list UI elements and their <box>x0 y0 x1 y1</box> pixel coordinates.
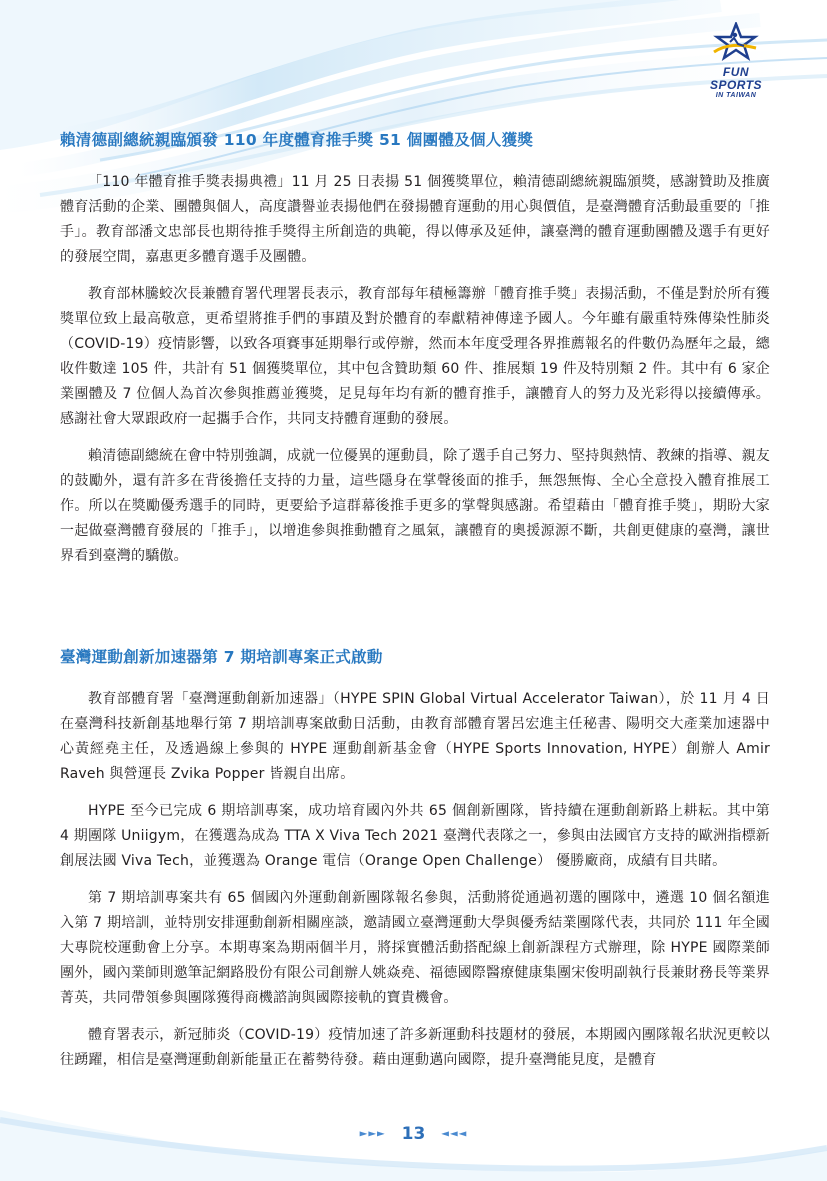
paragraph: 「110 年體育推手獎表揚典禮」11 月 25 日表揚 51 個獲獎單位，賴清德副總統親臨頒獎，感謝贊助及推廣體育活動的企業、團體與個人，高度讚譽並表揚他們在發揚體育運動的用心與價值，是臺灣體育活動最重要的「推手」。教育部潘文忠部長也期待推手獎得主所創造的典範，得以傳承及延伸，讓臺灣的體育運動團體及選手有更好的發展空間，嘉惠更多體育選手及團體。 <box>60 174 770 265</box>
page-number: 13 <box>401 1124 426 1144</box>
page-footer <box>0 1124 827 1144</box>
section-sports-innovation-accelerator <box>60 645 770 1073</box>
paragraph: 賴清德副總統在會中特別強調，成就一位優異的運動員，除了選手自己努力、堅持與熱情、教練的指導、親友的鼓勵外，還有許多在背後擔任支持的力量，這些隱身在掌聲後面的推手，無怨無悔、全心全意投入體育推展工作。所以在獎勵優秀選手的同時，更要給予這群幕後推手更多的掌聲與感謝。希望藉由「體育推手獎」，期盼大家一起做臺灣體育發展的「推手」，以增進參與推動體育之風氣，讓體育的奧援源源不斷，共創更健康的臺灣，讓世界看到臺灣的驕傲。 <box>60 448 770 564</box>
star-runner-icon <box>704 22 768 66</box>
section-sports-promotion-awards <box>60 128 770 569</box>
section-spacer <box>60 581 770 645</box>
section-heading: 賴清德副總統親臨頒發 110 年度體育推手獎 51 個團體及個人獲獎 <box>60 131 534 149</box>
paragraph: 第 7 期培訓專案共有 65 個國內外運動創新團隊報名參與，活動將從通過初選的團隊中，遴選 10 個名額進入第 7 期培訓，並特別安排運動創新相關座談，邀請國立臺灣運動大學與優秀結業團隊代表，共同於 111 年全國大專院校運動會上分享。本期專案為期兩個半月，將採實體活動搭配線上創新課程方式辦理，除 HYPE 國際業師團外，國內業師則邀筆記網路股份有限公司創辦人姚焱堯、福德國際醫療健康集團宋俊明副執行長兼財務長等業界菁英，共同帶領參與團隊獲得商機諮詢與國際接軌的寶貴機會。 <box>60 890 770 1006</box>
arrow-left-icon: ◄◄◄ <box>441 1128 468 1140</box>
paragraph: 教育部體育署「臺灣運動創新加速器」（HYPE SPIN Global Virtual Accelerator Taiwan），於 11 月 4 日在臺灣科技新創基地舉行第 7 期培訓專案啟動日活動，由教育部體育署呂宏進主任秘書、陽明交大產業加速器中心黃經堯主任，及透過線上參與的 HYPE 運動創新基金會（HYPE Sports Innovation, HYPE）創辦人 Amir Raveh 與營運長 Zvika Popper 皆親自出席。 <box>60 691 770 782</box>
arrow-right-icon: ►►► <box>359 1128 386 1140</box>
paragraph: 體育署表示，新冠肺炎（COVID-19）疫情加速了許多新運動科技題材的發展，本期國內團隊報名狀況更較以往踴躍，相信是臺灣運動創新能量正在蓄勢待發。藉由運動邁向國際，提升臺灣能見度，是體育 <box>60 1027 770 1068</box>
logo-text-line2: IN TAIWAN <box>715 92 757 99</box>
fun-sports-logo <box>696 22 776 102</box>
paragraph: HYPE 至今已完成 6 期培訓專案，成功培育國內外共 65 個創新團隊，皆持續在運動創新路上耕耘。其中第 4 期團隊 Uniigym，在獲選為成為 TTA X Viva Tech 2021 臺灣代表隊之一，參與由法國官方支持的歐洲指標新創展法國 Viva Tech，並獲選為 Orange 電信（Orange Open Challenge） 優勝廠商，成績有目共睹。 <box>60 803 770 869</box>
logo-text-line1: FUN SPORTS <box>709 65 763 92</box>
article-content <box>60 128 770 1085</box>
section-heading: 臺灣運動創新加速器第 7 期培訓專案正式啟動 <box>60 648 383 666</box>
paragraph: 教育部林騰蛟次長兼體育署代理署長表示，教育部每年積極籌辦「體育推手獎」表揚活動，不僅是對於所有獲獎單位致上最高敬意，更希望將推手們的事蹟及對於體育的奉獻精神傳達予國人。今年雖有嚴重特殊傳染性肺炎（COVID-19）疫情影響，以致各項賽事延期舉行或停辦，然而本年度受理各界推薦報名的件數仍為歷年之最，總收件數達 105 件，共計有 51 個獲獎單位，其中包含贊助類 60 件、推展類 19 件及特別類 2 件。其中有 6 家企業團體及 7 位個人為首次參與推薦並獲獎，足見每年均有新的體育推手，讓體育人的努力及光彩得以接續傳承。感謝社會大眾跟政府一起攜手合作，共同支持體育運動的發展。 <box>60 286 770 427</box>
